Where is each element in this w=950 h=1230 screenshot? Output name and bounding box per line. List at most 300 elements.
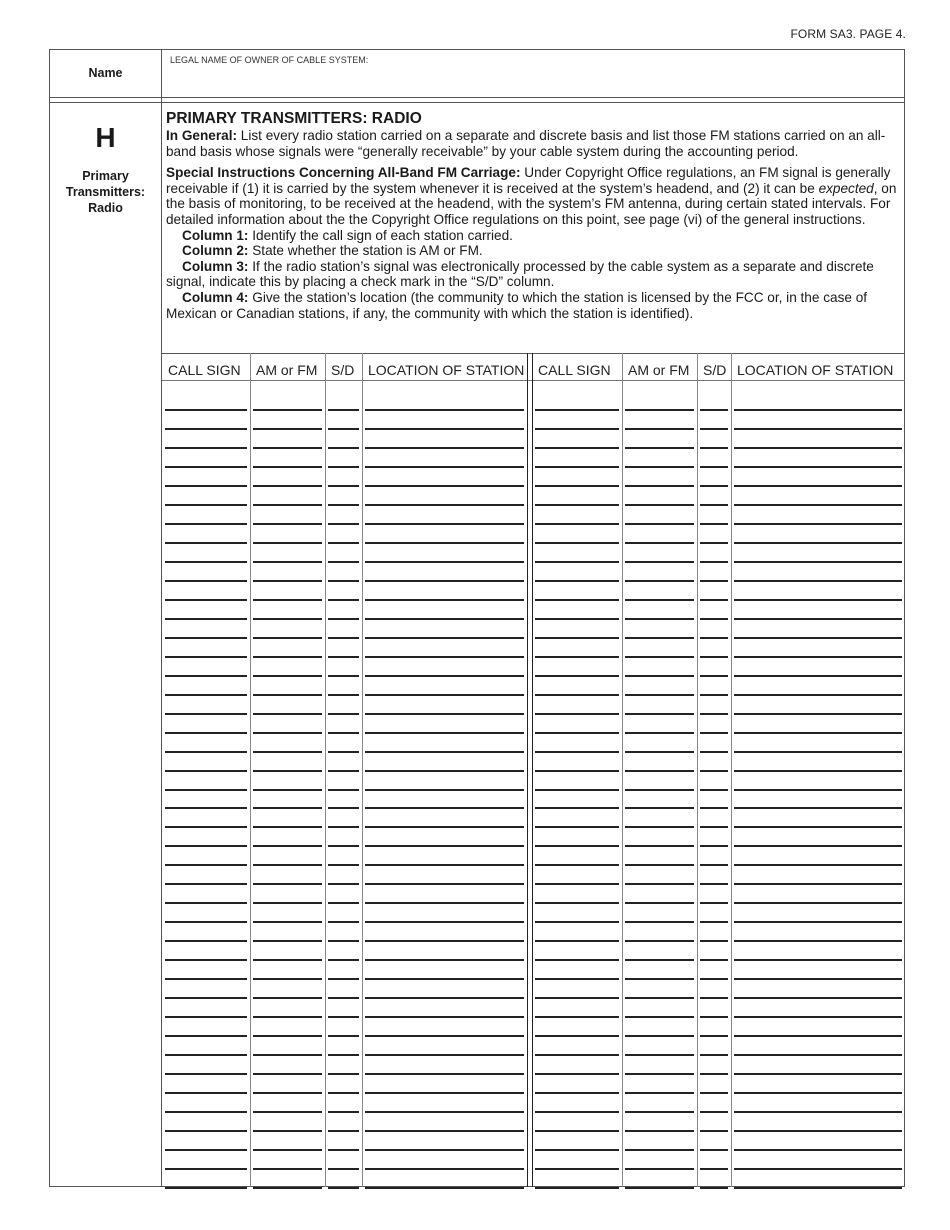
table-cell-input[interactable] [253, 1037, 322, 1053]
table-cell-input[interactable] [535, 696, 619, 712]
table-cell-input[interactable] [253, 392, 322, 408]
table-cell-input[interactable] [700, 904, 728, 920]
table-cell-input[interactable] [328, 601, 359, 617]
table-cell-input[interactable] [734, 601, 902, 617]
table-cell-input[interactable] [700, 885, 728, 901]
table-cell-input[interactable] [165, 753, 247, 769]
table-cell-input[interactable] [700, 942, 728, 958]
table-cell-input[interactable] [253, 544, 322, 560]
table-cell-input[interactable] [365, 980, 524, 996]
table-cell-input[interactable] [365, 430, 524, 446]
table-cell-input[interactable] [253, 999, 322, 1015]
table-cell-input[interactable] [535, 1151, 619, 1167]
table-cell-input[interactable] [253, 885, 322, 901]
table-cell-input[interactable] [535, 601, 619, 617]
table-cell-input[interactable] [700, 828, 728, 844]
table-cell-input[interactable] [365, 487, 524, 503]
table-cell-input[interactable] [625, 772, 694, 788]
table-cell-input[interactable] [253, 866, 322, 882]
table-cell-input[interactable] [700, 961, 728, 977]
table-cell-input[interactable] [734, 828, 902, 844]
table-cell-input[interactable] [700, 999, 728, 1015]
table-cell-input[interactable] [700, 525, 728, 541]
table-cell-input[interactable] [734, 1094, 902, 1110]
table-cell-input[interactable] [253, 1018, 322, 1034]
table-cell-input[interactable] [365, 1151, 524, 1167]
table-cell-input[interactable] [328, 1170, 359, 1186]
table-cell-input[interactable] [734, 1056, 902, 1072]
table-cell-input[interactable] [625, 999, 694, 1015]
table-cell-input[interactable] [253, 828, 322, 844]
table-cell-input[interactable] [253, 506, 322, 522]
table-cell-input[interactable] [365, 734, 524, 750]
table-cell-input[interactable] [535, 468, 619, 484]
table-cell-input[interactable] [734, 866, 902, 882]
table-cell-input[interactable] [328, 696, 359, 712]
table-cell-input[interactable] [165, 563, 247, 579]
table-cell-input[interactable] [625, 923, 694, 939]
table-cell-input[interactable] [365, 866, 524, 882]
table-cell-input[interactable] [253, 639, 322, 655]
table-cell-input[interactable] [625, 696, 694, 712]
table-cell-input[interactable] [535, 639, 619, 655]
table-cell-input[interactable] [734, 620, 902, 636]
table-cell-input[interactable] [625, 487, 694, 503]
table-cell-input[interactable] [535, 1075, 619, 1091]
table-cell-input[interactable] [253, 411, 322, 427]
table-cell-input[interactable] [734, 885, 902, 901]
table-cell-input[interactable] [253, 980, 322, 996]
table-cell-input[interactable] [734, 392, 902, 408]
table-cell-input[interactable] [625, 1056, 694, 1072]
table-cell-input[interactable] [328, 809, 359, 825]
table-cell-input[interactable] [625, 392, 694, 408]
table-cell-input[interactable] [700, 809, 728, 825]
table-cell-input[interactable] [165, 961, 247, 977]
table-cell-input[interactable] [535, 1094, 619, 1110]
table-cell-input[interactable] [328, 620, 359, 636]
table-cell-input[interactable] [625, 1094, 694, 1110]
table-cell-input[interactable] [700, 1037, 728, 1053]
table-cell-input[interactable] [165, 923, 247, 939]
table-cell-input[interactable] [734, 658, 902, 674]
table-cell-input[interactable] [625, 961, 694, 977]
table-cell-input[interactable] [700, 487, 728, 503]
table-cell-input[interactable] [535, 1132, 619, 1148]
table-cell-input[interactable] [165, 506, 247, 522]
table-cell-input[interactable] [328, 847, 359, 863]
table-cell-input[interactable] [625, 904, 694, 920]
table-cell-input[interactable] [734, 980, 902, 996]
table-cell-input[interactable] [734, 696, 902, 712]
table-cell-input[interactable] [734, 999, 902, 1015]
table-cell-input[interactable] [535, 544, 619, 560]
table-cell-input[interactable] [625, 468, 694, 484]
table-cell-input[interactable] [328, 430, 359, 446]
table-cell-input[interactable] [328, 904, 359, 920]
table-cell-input[interactable] [365, 885, 524, 901]
table-cell-input[interactable] [700, 411, 728, 427]
table-cell-input[interactable] [328, 1018, 359, 1034]
table-cell-input[interactable] [700, 772, 728, 788]
table-cell-input[interactable] [734, 582, 902, 598]
table-cell-input[interactable] [165, 734, 247, 750]
table-cell-input[interactable] [253, 696, 322, 712]
table-cell-input[interactable] [328, 828, 359, 844]
table-cell-input[interactable] [328, 563, 359, 579]
table-cell-input[interactable] [535, 753, 619, 769]
table-cell-input[interactable] [700, 1018, 728, 1034]
table-cell-input[interactable] [328, 753, 359, 769]
table-cell-input[interactable] [165, 942, 247, 958]
table-cell-input[interactable] [700, 1132, 728, 1148]
table-cell-input[interactable] [365, 1113, 524, 1129]
table-cell-input[interactable] [535, 923, 619, 939]
table-cell-input[interactable] [365, 809, 524, 825]
table-cell-input[interactable] [700, 658, 728, 674]
table-cell-input[interactable] [625, 639, 694, 655]
table-cell-input[interactable] [165, 790, 247, 806]
table-cell-input[interactable] [734, 772, 902, 788]
table-cell-input[interactable] [734, 677, 902, 693]
table-cell-input[interactable] [535, 563, 619, 579]
table-cell-input[interactable] [253, 1094, 322, 1110]
table-cell-input[interactable] [535, 525, 619, 541]
table-cell-input[interactable] [625, 1037, 694, 1053]
table-cell-input[interactable] [535, 1113, 619, 1129]
table-cell-input[interactable] [253, 468, 322, 484]
table-cell-input[interactable] [165, 1037, 247, 1053]
table-cell-input[interactable] [165, 430, 247, 446]
table-cell-input[interactable] [328, 411, 359, 427]
table-cell-input[interactable] [625, 506, 694, 522]
table-cell-input[interactable] [165, 847, 247, 863]
table-cell-input[interactable] [253, 430, 322, 446]
table-cell-input[interactable] [625, 715, 694, 731]
table-cell-input[interactable] [700, 430, 728, 446]
table-cell-input[interactable] [734, 639, 902, 655]
table-cell-input[interactable] [165, 1094, 247, 1110]
table-cell-input[interactable] [365, 715, 524, 731]
table-cell-input[interactable] [365, 525, 524, 541]
table-cell-input[interactable] [625, 411, 694, 427]
table-cell-input[interactable] [165, 525, 247, 541]
table-cell-input[interactable] [625, 677, 694, 693]
table-cell-input[interactable] [165, 999, 247, 1015]
table-cell-input[interactable] [253, 1113, 322, 1129]
table-cell-input[interactable] [328, 392, 359, 408]
table-cell-input[interactable] [734, 790, 902, 806]
table-cell-input[interactable] [535, 847, 619, 863]
table-cell-input[interactable] [700, 563, 728, 579]
table-cell-input[interactable] [328, 1113, 359, 1129]
table-cell-input[interactable] [253, 677, 322, 693]
table-cell-input[interactable] [165, 1151, 247, 1167]
table-cell-input[interactable] [700, 753, 728, 769]
table-cell-input[interactable] [328, 999, 359, 1015]
table-cell-input[interactable] [734, 715, 902, 731]
table-cell-input[interactable] [165, 677, 247, 693]
table-cell-input[interactable] [253, 1170, 322, 1186]
table-cell-input[interactable] [165, 866, 247, 882]
table-cell-input[interactable] [734, 525, 902, 541]
table-cell-input[interactable] [328, 866, 359, 882]
table-cell-input[interactable] [734, 411, 902, 427]
table-cell-input[interactable] [734, 449, 902, 465]
table-cell-input[interactable] [328, 885, 359, 901]
table-cell-input[interactable] [165, 582, 247, 598]
table-cell-input[interactable] [253, 809, 322, 825]
table-cell-input[interactable] [253, 942, 322, 958]
table-cell-input[interactable] [365, 753, 524, 769]
table-cell-input[interactable] [365, 677, 524, 693]
table-cell-input[interactable] [365, 904, 524, 920]
table-cell-input[interactable] [734, 506, 902, 522]
table-cell-input[interactable] [365, 582, 524, 598]
table-cell-input[interactable] [700, 715, 728, 731]
table-cell-input[interactable] [328, 1075, 359, 1091]
table-cell-input[interactable] [625, 942, 694, 958]
table-cell-input[interactable] [625, 790, 694, 806]
table-cell-input[interactable] [700, 790, 728, 806]
table-cell-input[interactable] [625, 828, 694, 844]
table-cell-input[interactable] [734, 942, 902, 958]
table-cell-input[interactable] [734, 961, 902, 977]
table-cell-input[interactable] [625, 847, 694, 863]
table-cell-input[interactable] [625, 525, 694, 541]
table-cell-input[interactable] [328, 449, 359, 465]
table-cell-input[interactable] [253, 1075, 322, 1091]
table-cell-input[interactable] [328, 639, 359, 655]
table-cell-input[interactable] [625, 809, 694, 825]
table-cell-input[interactable] [734, 923, 902, 939]
table-cell-input[interactable] [253, 790, 322, 806]
table-cell-input[interactable] [253, 923, 322, 939]
table-cell-input[interactable] [365, 544, 524, 560]
table-cell-input[interactable] [700, 677, 728, 693]
table-cell-input[interactable] [328, 1151, 359, 1167]
table-cell-input[interactable] [253, 487, 322, 503]
table-cell-input[interactable] [165, 620, 247, 636]
table-cell-input[interactable] [625, 563, 694, 579]
table-cell-input[interactable] [328, 790, 359, 806]
table-cell-input[interactable] [165, 639, 247, 655]
table-cell-input[interactable] [700, 1056, 728, 1072]
table-cell-input[interactable] [328, 487, 359, 503]
table-cell-input[interactable] [535, 392, 619, 408]
table-cell-input[interactable] [165, 980, 247, 996]
table-cell-input[interactable] [328, 544, 359, 560]
table-cell-input[interactable] [365, 601, 524, 617]
table-cell-input[interactable] [165, 601, 247, 617]
table-cell-input[interactable] [165, 885, 247, 901]
table-cell-input[interactable] [700, 449, 728, 465]
table-cell-input[interactable] [535, 715, 619, 731]
table-cell-input[interactable] [365, 1075, 524, 1091]
table-cell-input[interactable] [165, 392, 247, 408]
table-cell-input[interactable] [700, 620, 728, 636]
table-cell-input[interactable] [625, 601, 694, 617]
table-cell-input[interactable] [734, 734, 902, 750]
table-cell-input[interactable] [165, 715, 247, 731]
table-cell-input[interactable] [700, 1170, 728, 1186]
table-cell-input[interactable] [700, 696, 728, 712]
table-cell-input[interactable] [625, 885, 694, 901]
table-cell-input[interactable] [365, 923, 524, 939]
table-cell-input[interactable] [535, 1056, 619, 1072]
table-cell-input[interactable] [535, 620, 619, 636]
table-cell-input[interactable] [365, 1056, 524, 1072]
table-cell-input[interactable] [535, 999, 619, 1015]
table-cell-input[interactable] [700, 980, 728, 996]
table-cell-input[interactable] [328, 525, 359, 541]
table-cell-input[interactable] [625, 1113, 694, 1129]
table-cell-input[interactable] [253, 961, 322, 977]
table-cell-input[interactable] [625, 430, 694, 446]
table-cell-input[interactable] [535, 772, 619, 788]
table-cell-input[interactable] [165, 1170, 247, 1186]
table-cell-input[interactable] [365, 696, 524, 712]
table-cell-input[interactable] [365, 506, 524, 522]
table-cell-input[interactable] [625, 1075, 694, 1091]
table-cell-input[interactable] [365, 392, 524, 408]
table-cell-input[interactable] [165, 772, 247, 788]
table-cell-input[interactable] [535, 582, 619, 598]
table-cell-input[interactable] [253, 772, 322, 788]
table-cell-input[interactable] [365, 1170, 524, 1186]
table-cell-input[interactable] [328, 1056, 359, 1072]
table-cell-input[interactable] [365, 1094, 524, 1110]
table-cell-input[interactable] [734, 753, 902, 769]
table-cell-input[interactable] [625, 1018, 694, 1034]
table-cell-input[interactable] [328, 658, 359, 674]
table-cell-input[interactable] [535, 658, 619, 674]
table-cell-input[interactable] [625, 1170, 694, 1186]
table-cell-input[interactable] [365, 563, 524, 579]
table-cell-input[interactable] [328, 942, 359, 958]
table-cell-input[interactable] [700, 506, 728, 522]
table-cell-input[interactable] [165, 1113, 247, 1129]
table-cell-input[interactable] [535, 1170, 619, 1186]
table-cell-input[interactable] [365, 1018, 524, 1034]
table-cell-input[interactable] [253, 734, 322, 750]
table-cell-input[interactable] [365, 658, 524, 674]
table-cell-input[interactable] [165, 1018, 247, 1034]
legal-name-field[interactable] [166, 68, 901, 94]
table-cell-input[interactable] [165, 449, 247, 465]
table-cell-input[interactable] [535, 790, 619, 806]
table-cell-input[interactable] [625, 582, 694, 598]
table-cell-input[interactable] [165, 1075, 247, 1091]
table-cell-input[interactable] [535, 866, 619, 882]
table-cell-input[interactable] [365, 1037, 524, 1053]
table-cell-input[interactable] [535, 1037, 619, 1053]
table-cell-input[interactable] [365, 847, 524, 863]
table-cell-input[interactable] [535, 449, 619, 465]
table-cell-input[interactable] [253, 449, 322, 465]
table-cell-input[interactable] [700, 923, 728, 939]
table-cell-input[interactable] [253, 658, 322, 674]
table-cell-input[interactable] [734, 468, 902, 484]
table-cell-input[interactable] [734, 1037, 902, 1053]
table-cell-input[interactable] [734, 1151, 902, 1167]
table-cell-input[interactable] [328, 715, 359, 731]
table-cell-input[interactable] [734, 563, 902, 579]
table-cell-input[interactable] [365, 942, 524, 958]
table-cell-input[interactable] [253, 582, 322, 598]
table-cell-input[interactable] [734, 430, 902, 446]
table-cell-input[interactable] [365, 772, 524, 788]
table-cell-input[interactable] [734, 1018, 902, 1034]
table-cell-input[interactable] [625, 1151, 694, 1167]
table-cell-input[interactable] [734, 1170, 902, 1186]
table-cell-input[interactable] [700, 392, 728, 408]
table-cell-input[interactable] [365, 620, 524, 636]
table-cell-input[interactable] [365, 1132, 524, 1148]
table-cell-input[interactable] [535, 828, 619, 844]
table-cell-input[interactable] [165, 468, 247, 484]
table-cell-input[interactable] [165, 904, 247, 920]
table-cell-input[interactable] [365, 639, 524, 655]
table-cell-input[interactable] [625, 658, 694, 674]
table-cell-input[interactable] [700, 582, 728, 598]
table-cell-input[interactable] [734, 487, 902, 503]
table-cell-input[interactable] [365, 790, 524, 806]
table-cell-input[interactable] [328, 582, 359, 598]
table-cell-input[interactable] [365, 828, 524, 844]
table-cell-input[interactable] [535, 430, 619, 446]
table-cell-input[interactable] [625, 1132, 694, 1148]
table-cell-input[interactable] [165, 1056, 247, 1072]
table-cell-input[interactable] [328, 1094, 359, 1110]
table-cell-input[interactable] [535, 809, 619, 825]
table-cell-input[interactable] [253, 525, 322, 541]
table-cell-input[interactable] [365, 411, 524, 427]
table-cell-input[interactable] [535, 487, 619, 503]
table-cell-input[interactable] [365, 468, 524, 484]
table-cell-input[interactable] [328, 1132, 359, 1148]
table-cell-input[interactable] [253, 1056, 322, 1072]
table-cell-input[interactable] [700, 639, 728, 655]
table-cell-input[interactable] [328, 772, 359, 788]
table-cell-input[interactable] [700, 847, 728, 863]
table-cell-input[interactable] [165, 544, 247, 560]
table-cell-input[interactable] [328, 1037, 359, 1053]
table-cell-input[interactable] [535, 1018, 619, 1034]
table-cell-input[interactable] [535, 885, 619, 901]
table-cell-input[interactable] [253, 715, 322, 731]
table-cell-input[interactable] [328, 980, 359, 996]
table-cell-input[interactable] [535, 734, 619, 750]
table-cell-input[interactable] [328, 677, 359, 693]
table-cell-input[interactable] [700, 1113, 728, 1129]
table-cell-input[interactable] [365, 449, 524, 465]
table-cell-input[interactable] [535, 942, 619, 958]
table-cell-input[interactable] [734, 847, 902, 863]
table-cell-input[interactable] [734, 1132, 902, 1148]
table-cell-input[interactable] [700, 734, 728, 750]
table-cell-input[interactable] [734, 544, 902, 560]
table-cell-input[interactable] [535, 904, 619, 920]
table-cell-input[interactable] [253, 1132, 322, 1148]
table-cell-input[interactable] [700, 601, 728, 617]
table-cell-input[interactable] [253, 753, 322, 769]
table-cell-input[interactable] [625, 753, 694, 769]
table-cell-input[interactable] [700, 1094, 728, 1110]
table-cell-input[interactable] [165, 411, 247, 427]
table-cell-input[interactable] [253, 601, 322, 617]
table-cell-input[interactable] [625, 449, 694, 465]
